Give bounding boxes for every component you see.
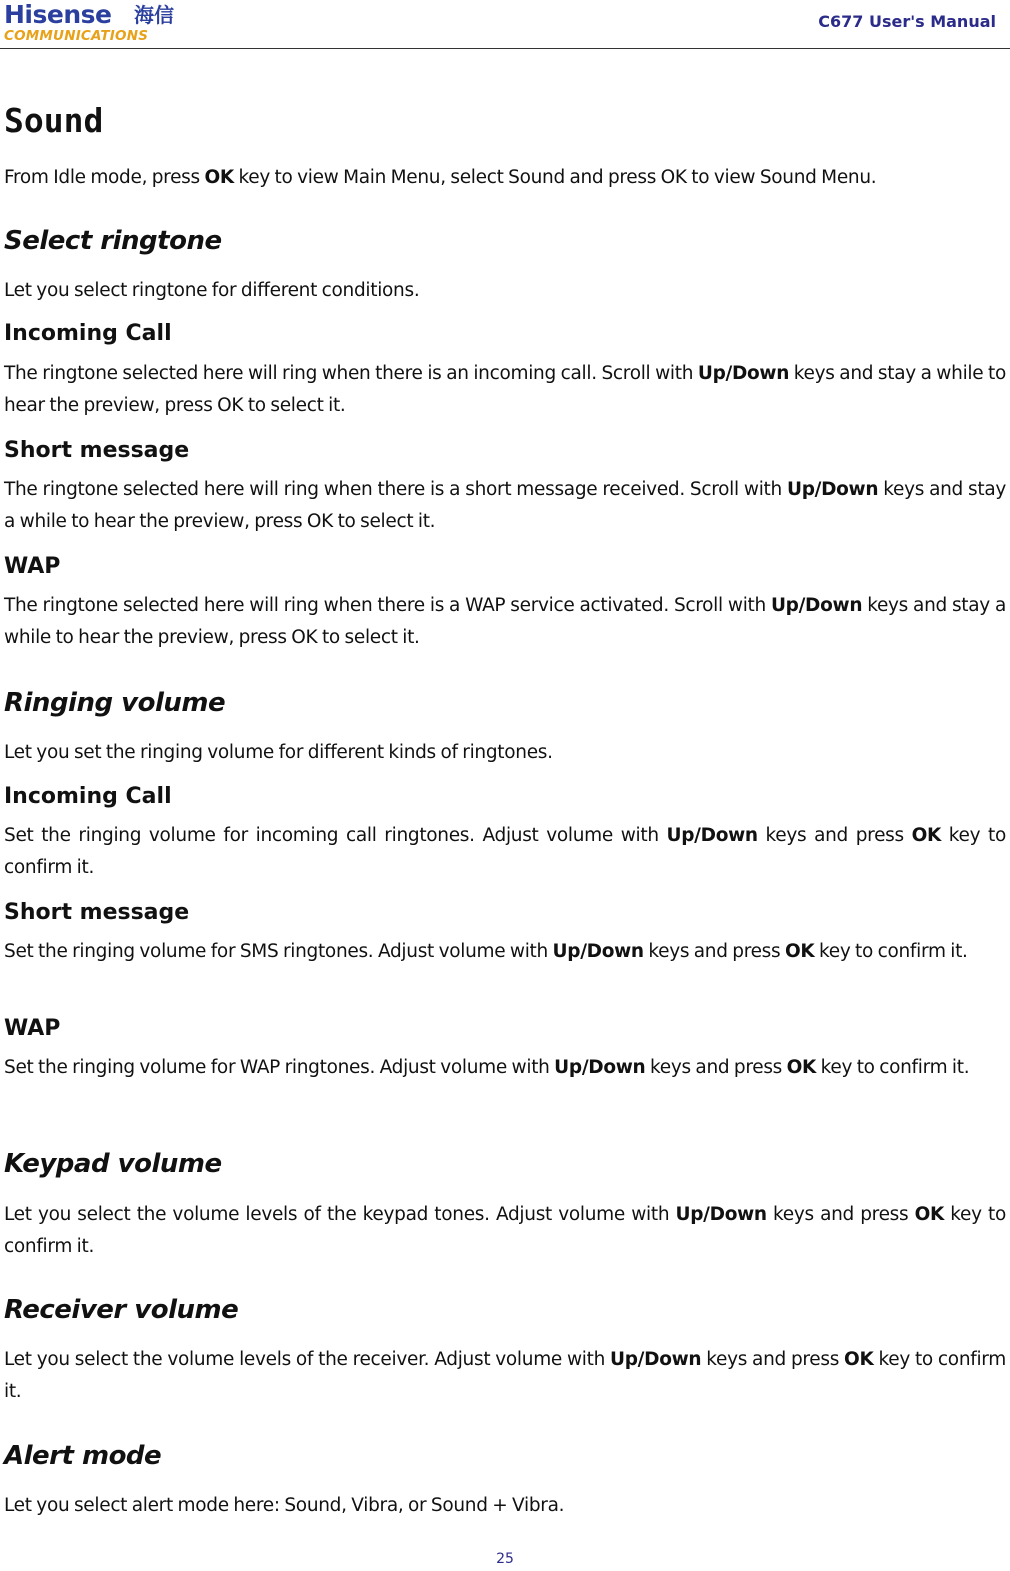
incoming-call-ringtone-text: The ringtone selected here will ring when there is an incoming call. Scroll with Up/Down keys and stay a while to hear the preview, press OK to select it. <box>4 363 1006 416</box>
subsection-title-wap: WAP <box>4 1016 61 1041</box>
subsection-title-incoming-call: Incoming Call <box>4 784 172 809</box>
subsection-title-short-message: Short message <box>4 438 190 463</box>
up-down-key-label: Up/Down <box>697 363 790 384</box>
subsection-title-wap: WAP <box>4 554 61 579</box>
ringing-volume-desc: Let you set the ringing volume for different kinds of ringtones. <box>4 742 553 763</box>
subsection-title-incoming-call: Incoming Call <box>4 321 172 346</box>
wap-ringtone-text: The ringtone selected here will ring when there is a WAP service activated. Scroll with Up/Down keys and stay a while to hear the preview, press OK to select it. <box>4 595 1006 648</box>
ok-key-label: OK <box>784 941 815 962</box>
incoming-call-volume-text: Set the ringing volume for incoming call ringtones. Adjust volume with Up/Down keys and press OK key to confirm it. <box>4 825 1006 878</box>
wap-volume-text: Set the ringing volume for WAP ringtones. Adjust volume with Up/Down keys and press OK key to confirm it. <box>4 1057 970 1078</box>
ok-key-label: OK <box>914 1204 945 1225</box>
hisense-logo <box>4 2 196 46</box>
up-down-key-label: Up/Down <box>770 595 863 616</box>
page-header <box>0 0 1010 50</box>
keypad-volume-text: Let you select the volume levels of the keypad tones. Adjust volume with Up/Down keys and press OK key to confirm it. <box>4 1204 1006 1257</box>
alert-mode-desc: Let you select alert mode here: Sound, Vibra, or Sound + Vibra. <box>4 1495 565 1516</box>
section-title-select-ringtone: Select ringtone <box>4 226 222 256</box>
page-number: 25 <box>496 1551 514 1567</box>
ok-key-label: OK <box>911 825 942 846</box>
subsection-title-short-message: Short message <box>4 900 190 925</box>
receiver-volume-text: Let you select the volume levels of the receiver. Adjust volume with Up/Down keys and press OK key to confirm it. <box>4 1349 1006 1402</box>
intro-paragraph: From Idle mode, press OK key to view Main Menu, select Sound and press OK to view Sound Menu. <box>4 167 877 188</box>
up-down-key-label: Up/Down <box>666 825 758 846</box>
up-down-key-label: Up/Down <box>610 1349 702 1370</box>
up-down-key-label: Up/Down <box>552 941 644 962</box>
up-down-key-label: Up/Down <box>675 1204 767 1225</box>
section-title-receiver-volume: Receiver volume <box>4 1295 239 1325</box>
short-message-volume-text: Set the ringing volume for SMS ringtones. Adjust volume with Up/Down keys and press OK key to confirm it. <box>4 941 968 962</box>
section-title-ringing-volume: Ringing volume <box>4 688 226 718</box>
ok-key-label: OK <box>786 1057 817 1078</box>
up-down-key-label: Up/Down <box>554 1057 646 1078</box>
logo-sub-text: COMMUNICATIONS <box>4 28 149 44</box>
page-title: Sound <box>4 101 104 140</box>
short-message-ringtone-text: The ringtone selected here will ring when there is a short message received. Scroll with Up/Down keys and stay a while to hear the preview, press OK to select it. <box>4 479 1007 532</box>
manual-title: C677 User's Manual <box>818 12 996 31</box>
header-divider <box>0 48 1010 49</box>
select-ringtone-desc: Let you select ringtone for different conditions. <box>4 280 420 301</box>
logo-brand-text: Hisense <box>4 0 112 29</box>
section-title-keypad-volume: Keypad volume <box>4 1149 222 1179</box>
section-title-alert-mode: Alert mode <box>4 1441 162 1471</box>
ok-key-label: OK <box>844 1349 874 1370</box>
logo-cjk-text: 海信 <box>134 3 174 27</box>
ok-key-label: OK <box>204 167 234 188</box>
up-down-key-label: Up/Down <box>786 479 879 500</box>
